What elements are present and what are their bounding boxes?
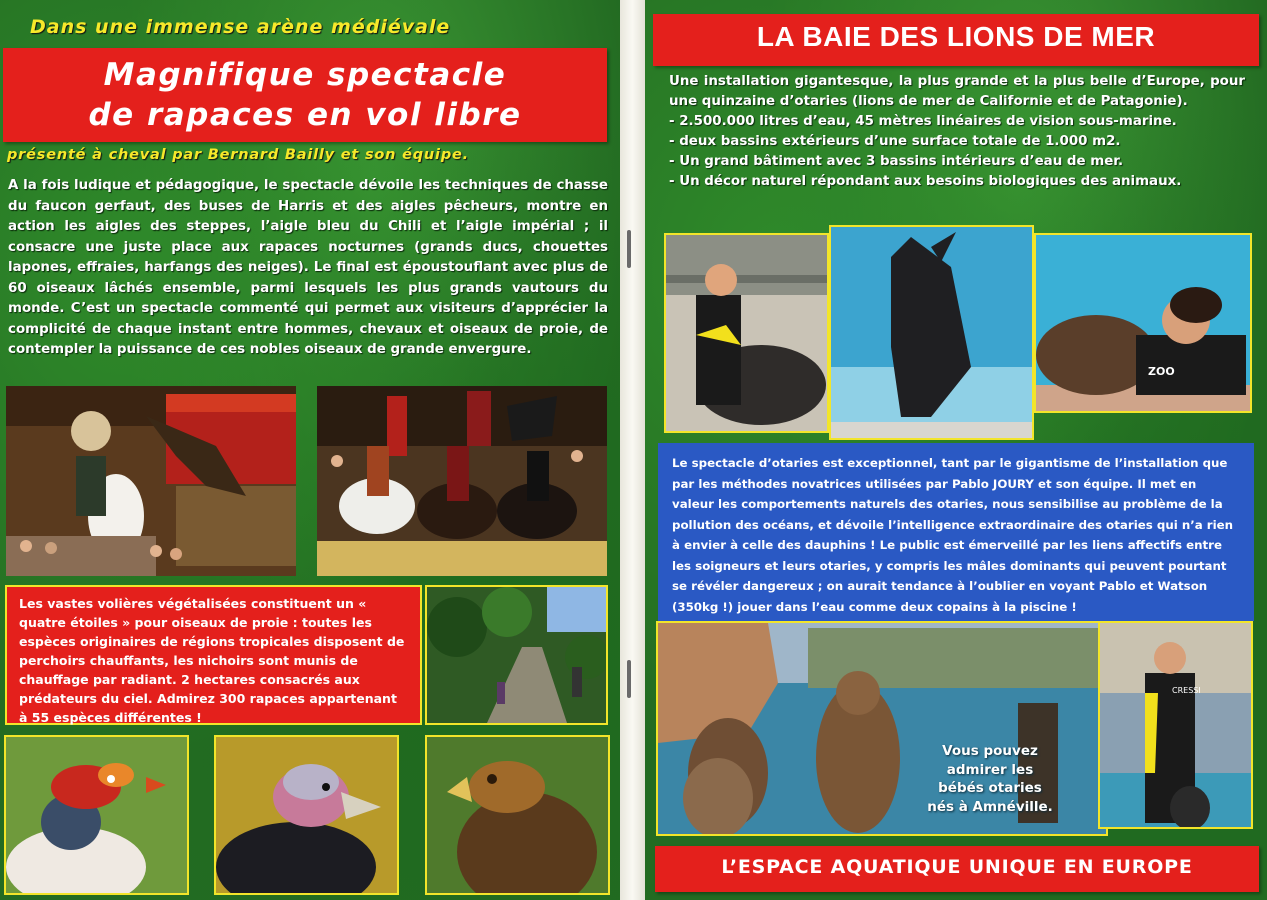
aviary-caption: Les vastes volières végétalisées constituent un « quatre étoiles » pour oiseaux de proie : toutes les espèces originaires de régions tropicales disposent de perchoirs chauffants, les nichoirs sont munis de chauffage par radiant. 2 hectares consacrés aux prédateurs du ciel. Admirez 300 rapaces appartenant à 55 espèces différentes ! [5, 585, 422, 725]
trainer-hug-illustration [666, 235, 827, 431]
bullet-2: - deux bassins extérieurs d’une surface totale de 1.000 m2. [669, 134, 1121, 149]
baby-sealion-caption [905, 742, 1075, 816]
baby-caption-line-4: nés à Amnéville. [927, 798, 1053, 815]
trainer-smile-illustration [1036, 235, 1250, 411]
trainer-wetsuit-text: CRESSI [1172, 686, 1201, 695]
right-intro [669, 72, 1245, 192]
baby-caption-line-2: admirer les [946, 761, 1034, 778]
photo-trainer-crowd [1098, 621, 1253, 829]
photo-sealion-jump [829, 225, 1034, 440]
staple-top [627, 230, 631, 268]
left-page [0, 0, 620, 900]
right-title-banner: LA BAIE DES LIONS DE MER [653, 14, 1259, 66]
title-line-1: Magnifique spectacle [103, 57, 507, 93]
photo-aviary-path [425, 585, 608, 725]
photo-eagle-rider [6, 386, 296, 576]
page-fold [620, 0, 645, 900]
photo-horsemen [317, 386, 607, 576]
wetsuit-logo-text: ZOO [1148, 365, 1175, 378]
title-line-2: de rapaces en vol libre [88, 97, 522, 133]
kicker-heading: Dans une immense arène médiévale [30, 16, 451, 38]
photo-king-vulture [4, 735, 189, 895]
trainer-crowd-illustration [1100, 623, 1251, 827]
king-vulture-illustration [6, 737, 187, 893]
bullet-1: - 2.500.000 litres d’eau, 45 mètres linéaires de vision sous-marine. [669, 114, 1177, 129]
title-banner [3, 48, 607, 142]
eagle-rider-illustration [6, 386, 296, 576]
staple-bottom [627, 660, 631, 698]
bullet-3: - Un grand bâtiment avec 3 bassins intérieurs d’eau de mer. [669, 154, 1124, 169]
photo-trainer-hug [664, 233, 829, 433]
photo-golden-eagle [425, 735, 610, 895]
aviary-illustration [427, 587, 606, 723]
bullet-4: - Un décor naturel répondant aux besoins biologiques des animaux. [669, 174, 1182, 189]
lappet-vulture-illustration [216, 737, 397, 893]
sealion-show-text: Le spectacle d’otaries est exceptionnel, tant par le gigantisme de l’installation que par les méthodes novatrices utilisées par Pablo JOURY et son équipe. Il met en valeur les comportements naturels des otaries, nous sensibilise au problème de la pollution des océans, et dévoile l’intelligence extraordinaire des otaries qui n’a rien à envier à celle des dauphins ! Le public est émerveillé par les liens affectifs entre les soigneurs et leurs otaries, y compris les mâles dominants qui peuvent pourtant se révéler dangereux ; on aurait tendance à l’oublier en voyant Pablo et Watson (350kg !) jouer dans l’eau comme deux copains à la piscine ! [658, 443, 1254, 621]
right-page [645, 0, 1267, 900]
photo-lappet-vulture [214, 735, 399, 895]
golden-eagle-illustration [427, 737, 608, 893]
baby-caption-line-1: Vous pouvez [942, 743, 1038, 759]
footer-banner: L’ESPACE AQUATIQUE UNIQUE EN EUROPE [655, 846, 1259, 892]
intro-text: Une installation gigantesque, la plus grande et la plus belle d’Europe, pour une quinzaine d’otaries (lions de mer de Californie et de Patagonie). [669, 74, 1245, 109]
sealion-jump-illustration [831, 227, 1032, 438]
baby-caption-line-3: bébés otaries [938, 780, 1042, 796]
horsemen-illustration [317, 386, 607, 576]
photo-trainer-smile [1034, 233, 1252, 413]
subtitle: présenté à cheval par Bernard Bailly et son équipe. [7, 147, 469, 163]
intro-paragraph: A la fois ludique et pédagogique, le spectacle dévoile les techniques de chasse du faucon gerfaut, des buses de Harris et des aigles pêcheurs, montre en action les aigles des steppes, l’aigle bleu du Chili et l’aigle impérial ; il consacre une juste place aux rapaces nocturnes (grands ducs, chouettes lapones, effraies, harfangs des neiges). Le final est époustouflant avec plus de 60 oiseaux lâchés ensemble, parmi lesquels les plus grands vautours du monde. C’est un spectacle commenté qui permet aux visiteurs d’apprécier la complicité de chaque instant entre hommes, chevaux et oiseaux de proie, de contempler la puissance de ces nobles oiseaux de grande envergure. [8, 178, 608, 357]
